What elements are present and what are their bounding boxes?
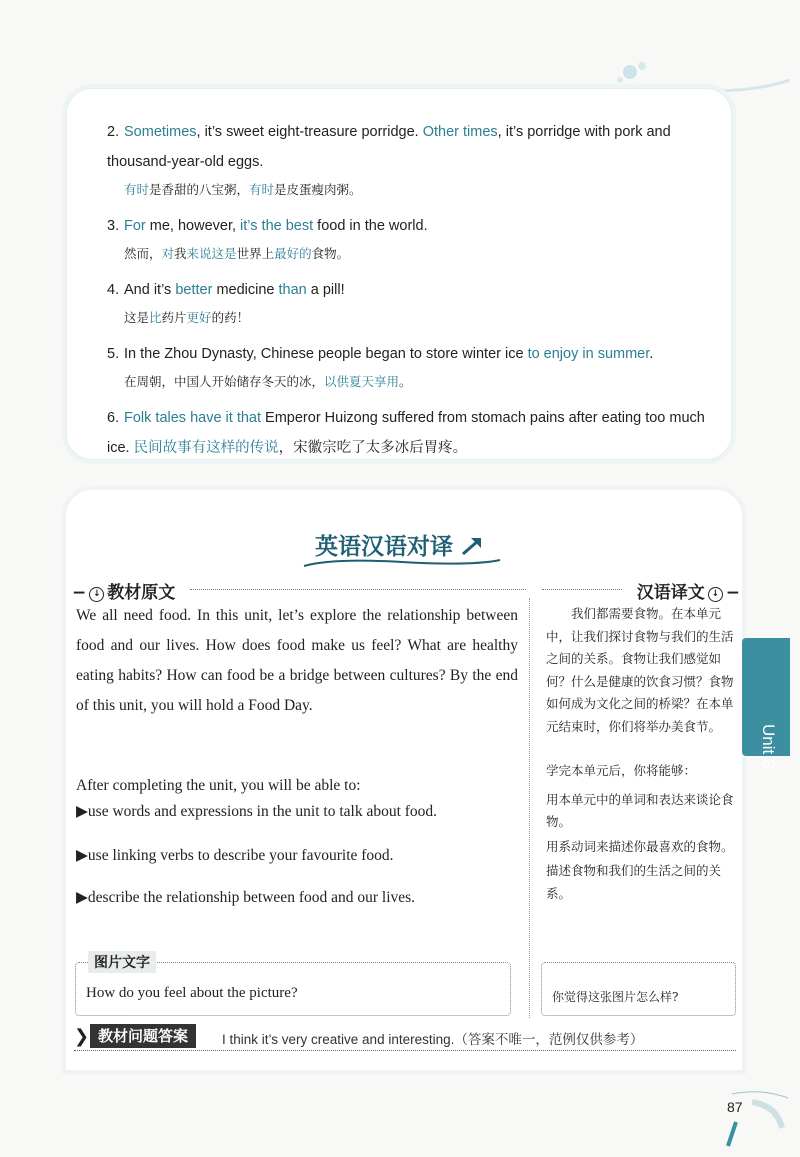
sentence-english: In the Zhou Dynasty, Chinese people began to store winter ice to enjoy in summer. [124,346,654,362]
header-divider [190,589,526,590]
sentence-english: Folk tales have it that Emperor Huizong suffered from stomach pains after eating too much ice. 民间故事有这样的传说，宋徽宗吃了太多冰后胃疼。 [107,410,705,456]
english-goals-intro: After completing the unit, you will be able to: [76,777,361,794]
down-arrow-icon: ↓ [708,587,723,602]
sentence-number: 6. [107,410,120,426]
column-headers [72,578,740,602]
sentence-english: Sometimes, it’s sweet eight-treasure porridge. Other times, it’s porridge with pork and thousand-year-old eggs. [107,124,671,170]
chinese-goal: 用系动词来描述你最喜欢的食物。 [546,838,734,854]
title-swoosh [302,556,502,570]
chevron-right-icon: ❯ [74,1026,90,1047]
original-text-header: − ↓ 教材原文 [72,583,176,603]
sentence-list [107,117,719,471]
chinese-intro: 我们都需要食物。在本单元中，让我们探讨食物与我们的生活之间的关系。食物让我们感觉如何？什么是健康的饮食习惯？食物如何成为文化之间的桥梁？在本单元结束时，你们将举办美食节。 [546,606,734,734]
english-goal: ▶use words and expressions in the unit to talk about food. [76,803,438,820]
page-number-decoration [722,1088,792,1148]
sentence-chinese: 这是比药片更好的药！ [124,310,250,325]
english-column [76,601,518,909]
sentence-item [107,403,719,463]
english-goal: ▶describe the relationship between food and our lives. [76,889,416,906]
chinese-column [546,603,736,905]
sentence-item [107,275,719,331]
sentence-item [107,211,719,267]
column-divider [529,598,530,1018]
translation-header: 汉语译文 ↓ − [636,583,740,603]
sentence-chinese: 在周朝，中国人开始储存冬天的冰，以供夏天享用。 [124,374,412,389]
arrow-icon [461,534,485,558]
picture-question-chinese: 你觉得这张图片怎么样? [552,990,679,1004]
sentence-chinese: 然而，对我来说这是世界上最好的食物。 [124,246,350,261]
chinese-goal: 描述食物和我们的生活之间的关系。 [546,863,722,901]
english-goal: ▶use linking verbs to describe your favourite food. [76,847,394,864]
english-intro: We all need food. In this unit, let’s explore the relationship between food and our lives. How does food make us feel? What are healthy eating habits? How can food be a bridge between cultures? By the end of this unit, you will hold a Food Day. [76,607,518,714]
chinese-goals-intro: 学完本单元后，你将能够： [546,763,697,778]
picture-text-label: 图片文字 [88,951,156,973]
sentence-number: 5. [107,346,120,362]
picture-question-english: How do you feel about the picture? [86,985,298,1001]
sentence-chinese: 有时是香甜的八宝粥，有时是皮蛋瘦肉粥。 [124,182,362,197]
sentence-number: 4. [107,282,120,298]
sentence-number: 3. [107,218,120,234]
down-arrow-icon: ↓ [89,587,104,602]
sentence-item [107,117,719,203]
answer-label: 教材问题答案 [90,1024,196,1048]
page-number: 87 [727,1099,743,1115]
answer-text: I think it’s very creative and interesting.（答案不唯一，范例仅供参考） [222,1032,644,1047]
unit-tab-label: Unit 3 [759,724,778,769]
sentence-item [107,339,719,395]
sentence-number: 2. [107,124,120,140]
answer-bar [74,1022,736,1051]
sentence-english: And it’s better medicine than a pill! [124,282,345,298]
unit-tab[interactable] [742,638,790,769]
header-divider [542,589,622,590]
sentence-panel [66,88,732,460]
chinese-goal: 用本单元中的单词和表达来谈论食物。 [546,791,734,829]
sentence-english: For me, however, it’s the best food in the world. [124,218,428,234]
section-title-text: 英语汉语对译 [314,534,453,560]
